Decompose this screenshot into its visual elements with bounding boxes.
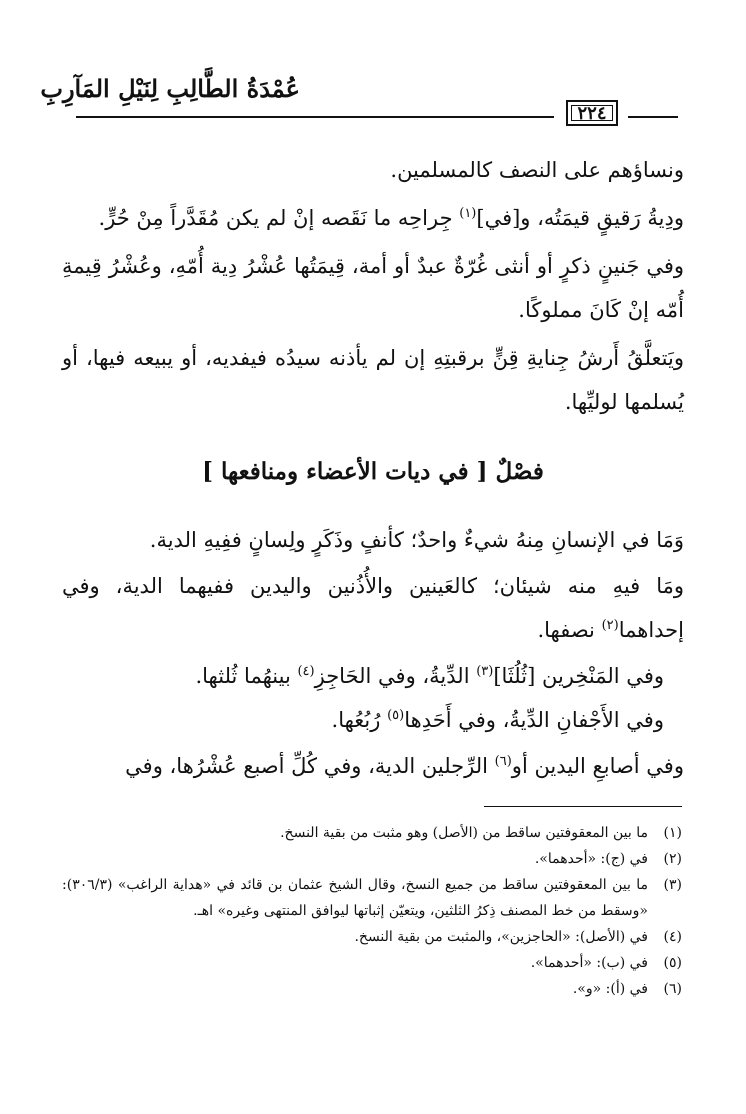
footnote-marker: (٤) [297, 664, 315, 679]
paragraph: وَمَا في الإنسانِ مِنهُ شيءٌ واحدٌ؛ كأنفٍ وذَكَرٍ ولِسانٍ ففِيهِ الدية. [149, 528, 684, 552]
paragraph: ودِيةُ رَقيقٍ قيمَتُه، و[في]$^{(١)}$ جِراحِه ما نَقَصه إنْ لم يكن مُقَدَّراً مِنْ حُرٍّ. [98, 206, 684, 230]
header-rule [76, 116, 554, 118]
footnote [62, 950, 682, 976]
paragraph: ونساؤهم على النصف كالمسلمين. [390, 158, 684, 182]
footnote-marker: (٥) [387, 708, 405, 723]
footnote-number: (٣) [663, 877, 682, 893]
footnote-marker: (٦) [494, 754, 512, 769]
page-number: ٢٢٤ [577, 102, 607, 124]
body-text-section [62, 518, 684, 788]
footnote-text: في (الأصل): «الحاجزين»، والمثبت من بقية النسخ. [354, 929, 648, 945]
footnote-text: في (ب): «أحدهما». [530, 955, 648, 971]
paragraph: ويَتعلَّقُ أَرشُ جِنايةِ قِنٍّ برقبتِهِ إن لم يأذنه سيدُه فيفديه، أو يبيعه فيها، أو يُسلمها لوليِّها. [62, 346, 684, 414]
paragraph: وفي أصابعِ اليدين أو$^{(٦)}$ الرِّجلين الدية، وفي كُلِّ أصبع عُشْرُها، وفي [125, 754, 684, 778]
paragraph: وفي المَنْخِرين [ثُلُثَا]$^{(٣)}$ الدِّيةُ، وفي الحَاجِزِ$^{(٤)}$ بينهُما ثُلثها. [195, 664, 664, 688]
footnote [62, 872, 682, 924]
footnote-text: في (أ): «و». [572, 981, 648, 997]
section-heading: فصْلٌ [ في ديات الأعضاء ومنافعها ] [202, 458, 544, 485]
footnote [62, 820, 682, 846]
footnote-text: ما بين المعقوفتين ساقط من (الأصل) وهو مثبت من بقية النسخ. [280, 825, 648, 841]
footnotes [62, 820, 682, 1002]
footnote [62, 846, 682, 872]
footnote-number: (٤) [663, 929, 682, 945]
footnote-marker: (٢) [601, 618, 619, 633]
footnote [62, 924, 682, 950]
footnote-number: (٢) [663, 851, 682, 867]
footnote [62, 976, 682, 1002]
body-text-top [62, 148, 684, 424]
running-header-title: عُمْدَةُ الطَّالِبِ لِنَيْلِ المَآرِبِ [40, 74, 300, 103]
paragraph: وفي جَنينٍ ذكرٍ أو أنثى غُرّةٌ عبدٌ أو أمة، قِيمَتُها عُشْرُ دِية أُمّهِ، وعُشْرُ قِيمةِ أُمّه إنْ كَانَ مملوكًا. [62, 254, 684, 322]
paragraph: وفي الأَجْفانِ الدِّيةُ، وفي أَحَدِها$^{(٥)}$ رُبُعُها. [331, 708, 664, 732]
footnote-number: (١) [663, 825, 682, 841]
footnote-separator [484, 806, 682, 807]
footnote-marker: (٣) [476, 664, 494, 679]
header-rule-short [628, 116, 678, 118]
footnote-number: (٥) [663, 955, 682, 971]
footnote-text: في (ج): «أحدهما». [534, 851, 648, 867]
footnote-marker: (١) [459, 206, 477, 221]
paragraph: ومَا فيهِ منه شيئان؛ كالعَينين والأُذُنين واليدين ففيهما الدية، وفي إحداهما$^{(٢)}$ نصفها. [62, 574, 684, 642]
page-number-box [566, 100, 618, 126]
footnote-text: ما بين المعقوفتين ساقط من جميع النسخ، وقال الشيخ عثمان بن قائد في «هداية الراغب» (٣٠٦/٣): «وسقط من خط المصنف ذِكرُ الثلثين، ويتعيّن إثباتها ليوافق المنتهى وغيره» اهـ. [62, 877, 648, 919]
footnote-number: (٦) [663, 981, 682, 997]
